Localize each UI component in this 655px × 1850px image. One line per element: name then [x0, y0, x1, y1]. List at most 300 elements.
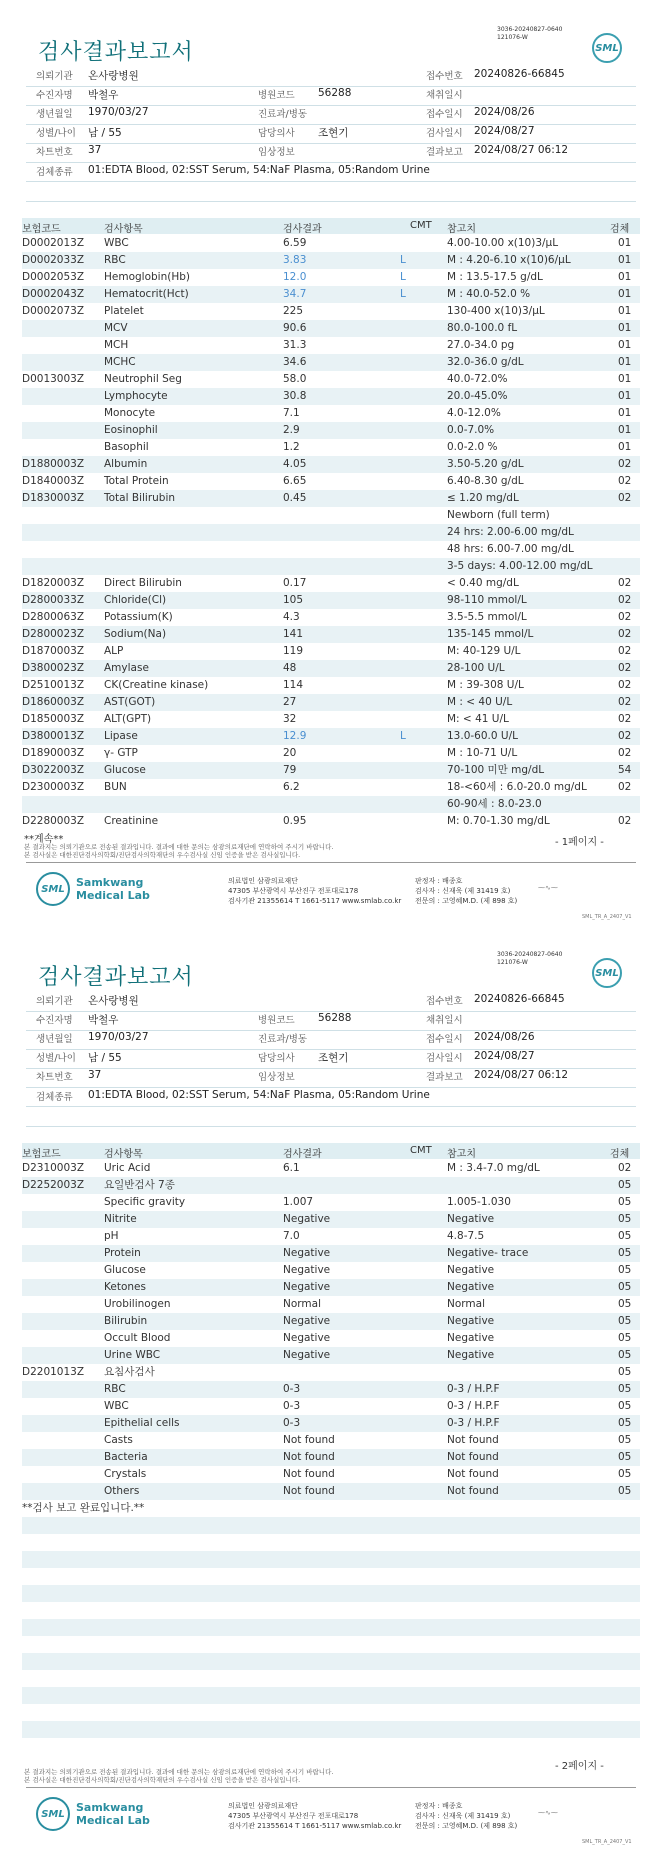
cell-code: D1850003Z — [22, 713, 85, 725]
cell-item: WBC — [104, 1400, 129, 1412]
table-row — [22, 1347, 640, 1364]
cell-result: 2.9 — [283, 424, 300, 436]
cell-item: BUN — [104, 781, 127, 793]
cell-code: D1840003Z — [22, 475, 85, 487]
cell-spec: 05 — [618, 1383, 632, 1395]
cell-ref: Negative — [447, 1213, 495, 1225]
cell-spec: 05 — [618, 1400, 632, 1412]
cell-ref: M : 3.4-7.0 mg/dL — [447, 1162, 540, 1174]
cell-result: 0-3 — [283, 1400, 301, 1412]
cell-spec: 01 — [618, 407, 632, 419]
cell-spec: 02 — [618, 1162, 632, 1174]
table-row — [22, 320, 640, 337]
cell-item: MCHC — [104, 356, 136, 368]
cell-code: D2300003Z — [22, 781, 85, 793]
page-number: - 1페이지 - — [555, 837, 604, 848]
cell-ref: 4.8-7.5 — [447, 1230, 485, 1242]
cell-spec: 01 — [618, 373, 632, 385]
cell-spec: 05 — [618, 1196, 632, 1208]
cell-result: 0-3 — [283, 1383, 301, 1395]
cell-spec: 05 — [618, 1366, 632, 1378]
cell-item: Glucose — [104, 764, 146, 776]
empty-row — [22, 1585, 640, 1602]
table-row — [22, 1194, 640, 1211]
table-row — [22, 575, 640, 592]
table-row — [22, 1330, 640, 1347]
report-complete-row — [22, 1500, 640, 1517]
table-row — [22, 1381, 640, 1398]
cell-result: 32 — [283, 713, 297, 725]
table-row — [22, 439, 640, 456]
cell-result: 7.1 — [283, 407, 300, 419]
table-row — [22, 1177, 640, 1194]
cell-item: MCH — [104, 339, 129, 351]
cell-spec: 01 — [618, 441, 632, 453]
cell-spec: 01 — [618, 254, 632, 266]
cell-ref: Negative — [447, 1264, 495, 1276]
table-row — [22, 1483, 640, 1500]
signature-icon: ⁓∿⁓ — [538, 884, 558, 892]
table-row — [22, 303, 640, 320]
cell-spec: 01 — [618, 288, 632, 300]
cell-item: Creatinine — [104, 815, 159, 827]
cell-result: 34.6 — [283, 356, 307, 368]
cell-item: pH — [104, 1230, 119, 1242]
table-row — [22, 541, 640, 558]
cell-spec: 01 — [618, 237, 632, 249]
table-row — [22, 490, 640, 507]
cell-spec: 02 — [618, 628, 632, 640]
cell-spec: 05 — [618, 1451, 632, 1463]
continued-label: **계속** — [24, 834, 64, 845]
table-row — [22, 762, 640, 779]
cell-item: Amylase — [104, 662, 149, 674]
cell-spec: 01 — [618, 390, 632, 402]
cell-ref: 0.0-2.0 % — [447, 441, 498, 453]
sml-logo-icon: SML — [592, 33, 622, 63]
cell-ref: Not found — [447, 1468, 499, 1480]
cell-item: Lymphocyte — [104, 390, 168, 402]
cell-spec: 05 — [618, 1434, 632, 1446]
cell-result: Negative — [283, 1349, 331, 1361]
cell-result: 0.95 — [283, 815, 307, 827]
cell-ref: 135-145 mmol/L — [447, 628, 534, 640]
table-row — [22, 1449, 640, 1466]
cell-spec: 05 — [618, 1213, 632, 1225]
cell-spec: 01 — [618, 339, 632, 351]
cell-spec: 05 — [618, 1281, 632, 1293]
cell-item: Lipase — [104, 730, 138, 742]
table-header: 보험코드 검사항목 검사결과 CMT 참고치 검체 — [22, 218, 640, 234]
cell-result: 12.9 — [283, 730, 307, 742]
empty-row — [22, 1653, 640, 1670]
cell-result: 7.0 — [283, 1230, 300, 1242]
cell-spec: 02 — [618, 730, 632, 742]
cell-item: 요침사검사 — [104, 1366, 155, 1378]
cell-item: Uric Acid — [104, 1162, 151, 1174]
cell-item: Urine WBC — [104, 1349, 161, 1361]
cell-ref: 3.5-5.5 mmol/L — [447, 611, 527, 623]
cell-spec: 02 — [618, 815, 632, 827]
cell-result: 6.2 — [283, 781, 300, 793]
footer-address: 의료법인 삼광의료재단 47305 부산광역시 부산진구 전포대로178 검사기관 21355614 T 1661-5117 www.smlab.co.kr — [228, 877, 402, 905]
cell-item: Sodium(Na) — [104, 628, 167, 640]
cell-item: Epithelial cells — [104, 1417, 180, 1429]
cell-ref: 0-3 / H.P.F — [447, 1400, 500, 1412]
cell-code: D1880003Z — [22, 458, 85, 470]
cell-spec: 05 — [618, 1349, 632, 1361]
cell-code: D1890003Z — [22, 747, 85, 759]
cell-item: Potassium(K) — [104, 611, 173, 623]
cell-code: D2800063Z — [22, 611, 85, 623]
cell-ref: 3-5 days: 4.00-12.00 mg/dL — [447, 560, 593, 572]
table-row — [22, 813, 640, 830]
table-row — [22, 1415, 640, 1432]
table-row — [22, 1398, 640, 1415]
cell-code: D2510013Z — [22, 679, 85, 691]
cell-spec: 01 — [618, 305, 632, 317]
empty-row — [22, 1721, 640, 1738]
cell-item: Crystals — [104, 1468, 147, 1480]
cell-ref: 20.0-45.0% — [447, 390, 508, 402]
cell-code: D2252003Z — [22, 1179, 85, 1191]
cell-result: 31.3 — [283, 339, 307, 351]
cell-item: RBC — [104, 254, 126, 266]
cell-ref: Negative- trace — [447, 1247, 529, 1259]
cell-item: Hemoglobin(Hb) — [104, 271, 191, 283]
cell-spec: 05 — [618, 1230, 632, 1242]
cell-item: Albumin — [104, 458, 148, 470]
cell-ref: Normal — [447, 1298, 485, 1310]
cell-ref: 4.0-12.0% — [447, 407, 501, 419]
cell-ref: 130-400 x(10)3/μL — [447, 305, 545, 317]
table-row — [22, 371, 640, 388]
empty-row — [22, 1534, 640, 1551]
cell-result: 4.05 — [283, 458, 307, 470]
footer-logo: SML Samkwang Medical Lab — [36, 1797, 150, 1831]
cell-spec: 02 — [618, 611, 632, 623]
report-page-1: 3036-20240827-0640 121076-W 검사결과보고서 SML 의뢰기관 온사랑병원 접수번호 20240826-66845 수진자명 박철우 병원코드 56288 채취일시 생년월일 1970/03/27 진료과/병동 접수일시 2024/08/26 성별/나이 남 / 55 담당의사 조현기 검사일시 2024/08/27 차트번호 37 임상정보 결과보고 2024/08/27 06:12 검체종류 01:EDTA Blood, 02:SST Serum, 54:NaF Plasma, 05:Random Urine 보험코드 검사항목 검사결과 CMT 참고치 검체 D0002013Z WBC 6.59 4.00-10.00 x(10)3/μL 01 D0002033Z RBC 3.83 L M : 4.20-6.10 x(10)6/μL 01 D0002053Z Hemoglobin(Hb) 12.0 L M : 13.5-17.5 g/dL 01 D0002043Z Hematocrit(Hct) 34.7 L M : 40.0-52.0 % 01 D0002073Z Platelet 225 130-400 x(10)3/μL 01 MCV 90.6 80.0-100.0 fL 01 MCH 31.3 27.0-34.0 pg 01 MCHC 34.6 32.0-36.0 g/dL 01 D0013003Z Neutrophil Seg 58.0 40.0-72.0% 01 Lymphocyte 30.8 20.0-45.0% 01 Monocyte 7.1 4.0-12.0% 01 Eosinophil 2.9 0.0-7.0% 01 Basophil 1.2 0.0-2.0 % 01 D1880003Z Albumin 4.05 3.50-5.20 g/dL 02 D1840003Z Total Protein 6.65 6.40-8.30 g/dL 02 D1830003Z Total Bilirubin 0.45 ≤ 1.20 mg/dL 02 Newborn (full term) 24 hrs: 2.00-6.00 mg/dL 48 hrs: 6.00-7.00 mg/dL 3-5 days: 4.00-12.00 mg/dL D1820003Z Direct Bilirubin 0.17 < 0.40 mg/dL 02 D2800033Z Chloride(Cl) 105 98-110 mmol/L 02 D2800063Z Potassium(K) 4.3 3.5-5.5 mmol/L 02 D2800023Z Sodium(Na) 141 135-145 mmol/L 02 D1870003Z ALP 119 M: 40-129 U/L 02 D3800023Z Amylase 48 28-100 U/L 02 D2510013Z CK(Creatine kinase) 114 M : 39-308 U/L 02 D1860003Z AST(GOT) 27 M : < 40 U/L 02 D1850003Z ALT(GPT) 32 M: < 41 U/L 02 D3800013Z Lipase 12.9 L 13.0-60.0 U/L 02 D1890003Z γ- GTP 20 M : 10-71 U/L 02 D3022003Z Glucose 79 70-100 미만 mg/dL 54 D2300003Z BUN 6.2 18-<60세 : 6.0-20.0 mg/dL 02 60-90세 : 8.0-23.0 D2280003Z Creatinine 0.95 M: 0.70-1.30 mg/dL 02 **계속** - 1페이지 - 본 결과지는 의뢰기관으로 전송된 결과입니다. 결과에 대한 문의는 삼광의료재단에 연락하여 주시기 바랍니다. 본 검사실은 대한진단검사의학회/진단검사의학재단의 우수검사실 신임 인증을 받은 검사실입니다. SML Samkwang Medical Lab 의료법인 삼광의료재단 47305 부산광역시 부산진구 전포대로178 검사기관 21355614 T 1661-5117 www.smlab.co.kr 판정자 : 배종호 검사자 : 신재욱 (제 31419 호) 전문의 : 고영혜M.D. (제 898 호) ⁓∿⁓ SML_TR_A_2407_V1 — [0, 0, 655, 925]
table-row — [22, 1262, 640, 1279]
cell-code: D2280003Z — [22, 815, 85, 827]
cell-ref: 0.0-7.0% — [447, 424, 495, 436]
cell-result: Not found — [283, 1434, 335, 1446]
cell-result: 1.2 — [283, 441, 300, 453]
cell-result: 48 — [283, 662, 297, 674]
cell-item: Total Protein — [104, 475, 169, 487]
cell-ref: 98-110 mmol/L — [447, 594, 527, 606]
cell-result: Negative — [283, 1247, 331, 1259]
cell-result: Normal — [283, 1298, 321, 1310]
table-row — [22, 354, 640, 371]
version-label: SML_TR_A_2407_V1 — [582, 1839, 632, 1845]
cell-result: 27 — [283, 696, 297, 708]
cell-item: Hematocrit(Hct) — [104, 288, 189, 300]
cell-item: Glucose — [104, 1264, 146, 1276]
table-row — [22, 558, 640, 575]
table-row — [22, 779, 640, 796]
cell-ref: Newborn (full term) — [447, 509, 550, 521]
cell-code: D0002053Z — [22, 271, 85, 283]
cell-item: Direct Bilirubin — [104, 577, 182, 589]
cell-ref: M : 13.5-17.5 g/dL — [447, 271, 543, 283]
cell-item: WBC — [104, 237, 129, 249]
cell-ref: M: 40-129 U/L — [447, 645, 521, 657]
results-table-page-2 — [22, 1160, 640, 1738]
cell-item: Nitrite — [104, 1213, 137, 1225]
cell-ref: 3.50-5.20 g/dL — [447, 458, 524, 470]
cell-spec: 02 — [618, 747, 632, 759]
cell-result: 58.0 — [283, 373, 307, 385]
empty-row — [22, 1636, 640, 1653]
table-row — [22, 677, 640, 694]
cell-spec: 05 — [618, 1468, 632, 1480]
cell-spec: 02 — [618, 577, 632, 589]
cell-ref: 18-<60세 : 6.0-20.0 mg/dL — [447, 781, 587, 793]
cell-code: D3022003Z — [22, 764, 85, 776]
empty-row — [22, 1517, 640, 1534]
cell-item: Urobilinogen — [104, 1298, 171, 1310]
cell-spec: 02 — [618, 662, 632, 674]
table-row — [22, 405, 640, 422]
cell-item: 요일반검사 7종 — [104, 1179, 175, 1191]
cell-item: Bacteria — [104, 1451, 148, 1463]
cell-result: 6.59 — [283, 237, 307, 249]
cell-item: Bilirubin — [104, 1315, 148, 1327]
cell-result: 30.8 — [283, 390, 307, 402]
cell-ref: M : < 40 U/L — [447, 696, 513, 708]
cell-code: D0002073Z — [22, 305, 85, 317]
cell-item: ALP — [104, 645, 124, 657]
empty-row — [22, 1704, 640, 1721]
cell-code: D1830003Z — [22, 492, 85, 504]
table-row — [22, 337, 640, 354]
cell-item: ALT(GPT) — [104, 713, 152, 725]
cell-result: Not found — [283, 1468, 335, 1480]
cell-ref: 48 hrs: 6.00-7.00 mg/dL — [447, 543, 574, 555]
report-title: 검사결과보고서 — [38, 40, 194, 65]
version-label: SML_TR_A_2407_V1 — [582, 914, 632, 920]
cell-ref: Negative — [447, 1332, 495, 1344]
cell-code: D0013003Z — [22, 373, 85, 385]
table-row — [22, 1228, 640, 1245]
cell-code: D1860003Z — [22, 696, 85, 708]
cell-ref: Not found — [447, 1451, 499, 1463]
cell-result: 90.6 — [283, 322, 307, 334]
table-row — [22, 745, 640, 762]
cell-result: 141 — [283, 628, 304, 640]
table-row — [22, 269, 640, 286]
cell-code: D2800023Z — [22, 628, 85, 640]
empty-row — [22, 1687, 640, 1704]
cell-ref: 4.00-10.00 x(10)3/μL — [447, 237, 559, 249]
cell-spec: 05 — [618, 1332, 632, 1344]
table-row — [22, 1466, 640, 1483]
doc-code: 3036-20240827-0640 121076-W — [497, 26, 563, 41]
cell-code: D3800023Z — [22, 662, 85, 674]
footer-logo: SML Samkwang Medical Lab — [36, 872, 150, 906]
cell-ref: Negative — [447, 1315, 495, 1327]
cell-item: γ- GTP — [104, 747, 138, 759]
sml-footer-logo-icon: SML — [36, 1797, 70, 1831]
cell-item: AST(GOT) — [104, 696, 156, 708]
cell-item: Basophil — [104, 441, 149, 453]
cell-cmt: L — [400, 730, 406, 742]
cell-ref: 0-3 / H.P.F — [447, 1417, 500, 1429]
cell-spec: 05 — [618, 1485, 632, 1497]
cell-ref: 13.0-60.0 U/L — [447, 730, 518, 742]
report-complete-label: **검사 보고 완료입니다.** — [22, 1502, 145, 1514]
cell-item: Platelet — [104, 305, 144, 317]
cell-spec: 54 — [618, 764, 632, 776]
cell-code: D2800033Z — [22, 594, 85, 606]
cell-spec: 02 — [618, 713, 632, 725]
cell-spec: 02 — [618, 645, 632, 657]
cell-spec: 02 — [618, 475, 632, 487]
cell-ref: < 0.40 mg/dL — [447, 577, 519, 589]
cell-item: Specific gravity — [104, 1196, 186, 1208]
cell-ref: 1.005-1.030 — [447, 1196, 511, 1208]
cell-spec: 05 — [618, 1315, 632, 1327]
table-row — [22, 728, 640, 745]
cell-ref: M: 0.70-1.30 mg/dL — [447, 815, 550, 827]
cell-item: Ketones — [104, 1281, 146, 1293]
cell-item: Occult Blood — [104, 1332, 171, 1344]
cell-result: 6.1 — [283, 1162, 300, 1174]
cell-item: Casts — [104, 1434, 133, 1446]
cell-code: D0002013Z — [22, 237, 85, 249]
doc-code: 3036-20240827-0640 121076-W — [497, 951, 563, 966]
cell-spec: 01 — [618, 424, 632, 436]
cell-ref: Not found — [447, 1434, 499, 1446]
cell-ref: M : 4.20-6.10 x(10)6/μL — [447, 254, 571, 266]
cell-spec: 01 — [618, 356, 632, 368]
cell-spec: 05 — [618, 1247, 632, 1259]
table-row — [22, 235, 640, 252]
footer-signatures: 판정자 : 배종호 검사자 : 신재욱 (제 31419 호) 전문의 : 고영혜M.D. (제 898 호) — [415, 877, 518, 905]
cell-ref: 24 hrs: 2.00-6.00 mg/dL — [447, 526, 574, 538]
cell-result: Negative — [283, 1281, 331, 1293]
table-row — [22, 1160, 640, 1177]
cell-ref: ≤ 1.20 mg/dL — [447, 492, 519, 504]
cell-item: Monocyte — [104, 407, 156, 419]
table-row — [22, 1245, 640, 1262]
table-row — [22, 388, 640, 405]
cell-cmt: L — [400, 254, 406, 266]
cell-ref: 70-100 미만 mg/dL — [447, 764, 545, 776]
cell-result: 119 — [283, 645, 304, 657]
footer-signatures: 판정자 : 배종호 검사자 : 신재욱 (제 31419 호) 전문의 : 고영혜M.D. (제 898 호) — [415, 1802, 518, 1830]
table-row — [22, 524, 640, 541]
cell-result: 34.7 — [283, 288, 307, 300]
cell-ref: Negative — [447, 1349, 495, 1361]
cell-spec: 05 — [618, 1298, 632, 1310]
cell-result: 6.65 — [283, 475, 307, 487]
cell-result: Negative — [283, 1264, 331, 1276]
cell-item: Total Bilirubin — [104, 492, 176, 504]
table-row — [22, 456, 640, 473]
table-row — [22, 507, 640, 524]
cell-ref: 28-100 U/L — [447, 662, 505, 674]
table-row — [22, 592, 640, 609]
cell-spec: 01 — [618, 271, 632, 283]
cell-result: 114 — [283, 679, 304, 691]
table-row — [22, 643, 640, 660]
cell-ref: Negative — [447, 1281, 495, 1293]
table-row — [22, 796, 640, 813]
cell-ref: 0-3 / H.P.F — [447, 1383, 500, 1395]
cell-item: Others — [104, 1485, 140, 1497]
cell-ref: M : 10-71 U/L — [447, 747, 518, 759]
cell-item: Chloride(Cl) — [104, 594, 167, 606]
empty-row — [22, 1670, 640, 1687]
table-row — [22, 422, 640, 439]
report-page-2: 3036-20240827-0640 121076-W 검사결과보고서 SML 의뢰기관 온사랑병원 접수번호 20240826-66845 수진자명 박철우 병원코드 56288 채취일시 생년월일 1970/03/27 진료과/병동 접수일시 2024/08/26 성별/나이 남 / 55 담당의사 조현기 검사일시 2024/08/27 차트번호 37 임상정보 결과보고 2024/08/27 06:12 검체종류 01:EDTA Blood, 02:SST Serum, 54:NaF Plasma, 05:Random Urine 보험코드 검사항목 검사결과 CMT 참고치 검체 D2310003Z Uric Acid 6.1 M : 3.4-7.0 mg/dL 02 D2252003Z 요일반검사 7종 05 Specific gravity 1.007 1.005-1.030 05 Nitrite Negative Negative 05 pH 7.0 4.8-7.5 05 Protein Negative Negative- trace 05 Glucose Negative Negative 05 Ketones Negative Negative 05 Urobilinogen Normal Normal 05 Bilirubin Negative Negative 05 Occult Blood Negative Negative 05 Urine WBC Negative Negative 05 D2201013Z 요침사검사 05 RBC 0-3 0-3 / H.P.F 05 WBC 0-3 0-3 / H.P.F 05 Epithelial cells 0-3 0-3 / H.P.F 05 Casts Not found Not found 05 Bacteria Not found Not found 05 Crystals Not found Not found 05 Others Not found Not found 05 **검사 보고 완료입니다.** - 2페이지 - 본 결과지는 의뢰기관으로 전송된 결과입니다. 결과에 대한 문의는 삼광의료재단에 연락하여 주시기 바랍니다. 본 검사실은 대한진단검사의학회/진단검사의학재단의 우수검사실 신임 인증을 받은 검사실입니다. SML Samkwang Medical Lab 의료법인 삼광의료재단 47305 부산광역시 부산진구 전포대로178 검사기관 21355614 T 1661-5117 www.smlab.co.kr 판정자 : 배종호 검사자 : 신재욱 (제 31419 호) 전문의 : 고영혜M.D. (제 898 호) ⁓∿⁓ SML_TR_A_2407_V1 — [0, 925, 655, 1850]
results-table-page-1 — [22, 235, 640, 830]
cell-cmt: L — [400, 271, 406, 283]
cell-ref: 6.40-8.30 g/dL — [447, 475, 524, 487]
cell-ref: M : 40.0-52.0 % — [447, 288, 531, 300]
cell-result: 12.0 — [283, 271, 307, 283]
table-row — [22, 626, 640, 643]
cell-result: Negative — [283, 1315, 331, 1327]
cell-item: Eosinophil — [104, 424, 158, 436]
cell-spec: 02 — [618, 781, 632, 793]
sml-logo-icon: SML — [592, 958, 622, 988]
cell-code: D2201013Z — [22, 1366, 85, 1378]
cell-ref: 27.0-34.0 pg — [447, 339, 515, 351]
table-row — [22, 286, 640, 303]
cell-result: 3.83 — [283, 254, 307, 266]
table-row — [22, 1313, 640, 1330]
footer-notes: 본 결과지는 의뢰기관으로 전송된 결과입니다. 결과에 대한 문의는 삼광의료재단에 연락하여 주시기 바랍니다. 본 검사실은 대한진단검사의학회/진단검사의학재단의 우수검사실 신임 인증을 받은 검사실입니다. — [24, 843, 334, 859]
cell-ref: Not found — [447, 1485, 499, 1497]
cell-ref: M: < 41 U/L — [447, 713, 509, 725]
cell-spec: 02 — [618, 679, 632, 691]
cell-result: Not found — [283, 1485, 335, 1497]
empty-row — [22, 1619, 640, 1636]
cell-result: 0-3 — [283, 1417, 301, 1429]
table-row — [22, 660, 640, 677]
table-row — [22, 711, 640, 728]
cell-spec: 05 — [618, 1417, 632, 1429]
cell-ref: 40.0-72.0% — [447, 373, 508, 385]
cell-spec: 02 — [618, 594, 632, 606]
cell-spec: 02 — [618, 492, 632, 504]
cell-ref: 60-90세 : 8.0-23.0 — [447, 798, 542, 810]
cell-result: 0.45 — [283, 492, 307, 504]
empty-row — [22, 1568, 640, 1585]
cell-result: 225 — [283, 305, 304, 317]
cell-ref: 80.0-100.0 fL — [447, 322, 518, 334]
table-row — [22, 1296, 640, 1313]
cell-ref: M : 39-308 U/L — [447, 679, 524, 691]
cell-result: 4.3 — [283, 611, 300, 623]
cell-code: D2310003Z — [22, 1162, 85, 1174]
cell-code: D0002033Z — [22, 254, 85, 266]
cell-spec: 02 — [618, 458, 632, 470]
table-row — [22, 473, 640, 490]
footer-address: 의료법인 삼광의료재단 47305 부산광역시 부산진구 전포대로178 검사기관 21355614 T 1661-5117 www.smlab.co.kr — [228, 1802, 402, 1830]
sml-footer-logo-icon: SML — [36, 872, 70, 906]
table-row — [22, 1211, 640, 1228]
cell-result: Not found — [283, 1451, 335, 1463]
cell-item: MCV — [104, 322, 128, 334]
cell-code: D1870003Z — [22, 645, 85, 657]
cell-item: RBC — [104, 1383, 126, 1395]
table-row — [22, 694, 640, 711]
cell-result: 20 — [283, 747, 297, 759]
